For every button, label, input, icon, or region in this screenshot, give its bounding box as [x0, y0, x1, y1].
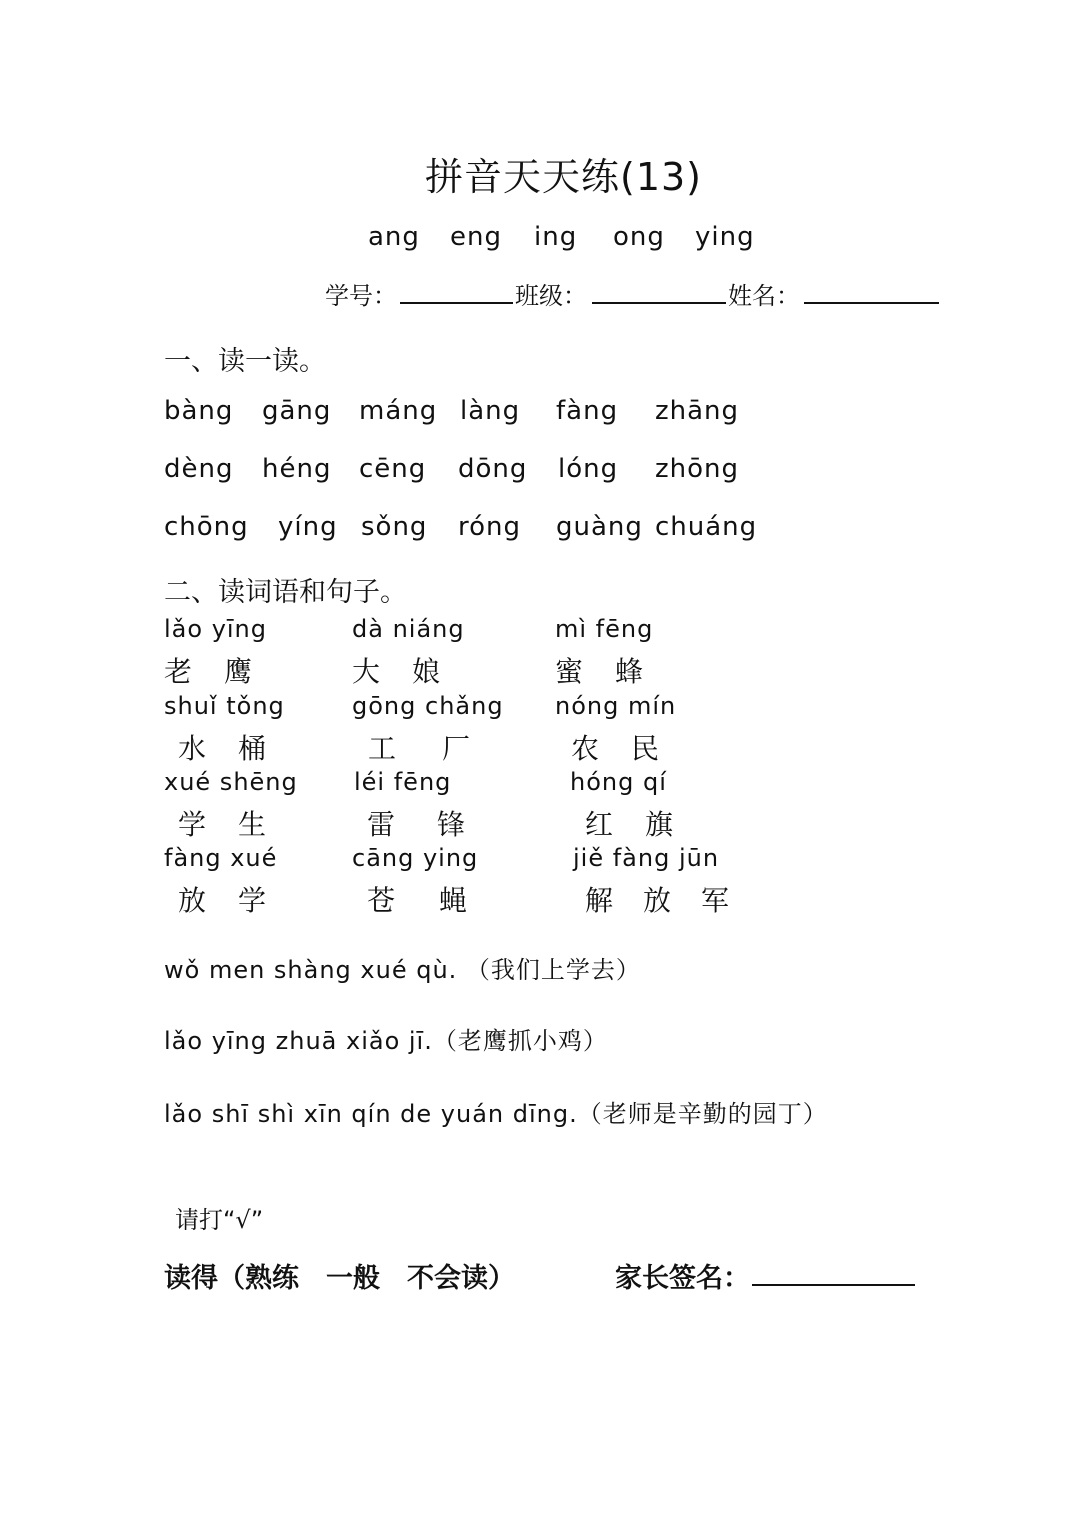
sentence: lǎo shī shì xīn qín de yuán dīng.（老师是辛勤的园丁） [164, 1100, 828, 1128]
parent-sign-label: 家长签名： [615, 1263, 750, 1294]
sentence: wǒ men shàng xué qù. （我们上学去） [164, 956, 641, 984]
word-pinyin: shuǐ tǒng [164, 692, 285, 720]
parent-sign-field[interactable] [752, 1284, 915, 1286]
word-pinyin: fàng xué [164, 844, 278, 872]
word-hanzi: 蜜蜂 [555, 655, 676, 688]
pinyin-item: chuáng [655, 512, 758, 542]
word-pinyin: mì fēng [555, 615, 654, 643]
word-pinyin: lǎo yīng [164, 615, 268, 643]
name-label: 姓名： [728, 282, 800, 310]
word-hanzi: 放学 [178, 884, 299, 917]
pinyin-item: héng [262, 454, 332, 484]
word-pinyin: dà niáng [352, 615, 465, 643]
word-pinyin: xué shēng [164, 768, 298, 796]
pinyin-item: máng [359, 396, 438, 426]
word-pinyin: nóng mín [555, 692, 677, 720]
pinyin-item: yíng [278, 512, 338, 542]
word-hanzi: 工厂 [368, 732, 517, 765]
pinyin-item: chōng [164, 512, 249, 542]
class-label: 班级： [515, 282, 587, 310]
syllable: ong [613, 222, 665, 252]
word-hanzi: 农民 [571, 732, 692, 765]
pinyin-item: lóng [558, 454, 619, 484]
pinyin-item: làng [460, 396, 521, 426]
word-pinyin: hóng qí [570, 768, 667, 796]
syllable: ang [368, 222, 420, 252]
pinyin-item: fàng [556, 396, 619, 426]
page-title: 拼音天天练(13) [425, 155, 703, 199]
word-pinyin: léi fēng [354, 768, 452, 796]
word-pinyin: jiě fàng jūn [573, 844, 720, 872]
pinyin-item: guàng [556, 512, 643, 542]
class-field[interactable] [592, 302, 726, 304]
syllable: ing [534, 222, 578, 252]
pinyin-item: zhōng [655, 454, 740, 484]
pinyin-item: bàng [164, 396, 234, 426]
pinyin-item: sǒng [361, 512, 428, 542]
sentence: lǎo yīng zhuā xiǎo jī.（老鹰抓小鸡） [164, 1027, 608, 1055]
reading-rating: 读得（熟练 一般 不会读） [164, 1263, 515, 1294]
word-hanzi: 大娘 [352, 655, 473, 688]
word-hanzi: 雷锋 [367, 808, 508, 841]
word-pinyin: cāng ying [352, 844, 479, 872]
student-no-label: 学号： [325, 282, 397, 310]
word-pinyin: gōng chǎng [352, 692, 504, 720]
word-hanzi: 苍蝇 [367, 884, 512, 917]
pinyin-item: gāng [262, 396, 332, 426]
word-hanzi: 学生 [178, 808, 299, 841]
student-no-field[interactable] [400, 302, 513, 304]
word-hanzi: 红旗 [585, 808, 706, 841]
word-hanzi: 解放军 [585, 884, 760, 917]
pinyin-item: zhāng [655, 396, 740, 426]
pinyin-item: dōng [458, 454, 528, 484]
word-hanzi: 老鹰 [164, 655, 285, 688]
name-field[interactable] [804, 302, 939, 304]
syllable: ying [695, 222, 755, 252]
word-hanzi: 水桶 [178, 732, 299, 765]
section2-heading: 二、读词语和句子。 [164, 577, 407, 608]
section1-heading: 一、读一读。 [164, 346, 326, 377]
pinyin-item: dèng [164, 454, 234, 484]
pinyin-item: cēng [359, 454, 427, 484]
instruction-text: 请打“√” [175, 1206, 264, 1234]
syllable: eng [450, 222, 502, 252]
pinyin-item: róng [458, 512, 522, 542]
